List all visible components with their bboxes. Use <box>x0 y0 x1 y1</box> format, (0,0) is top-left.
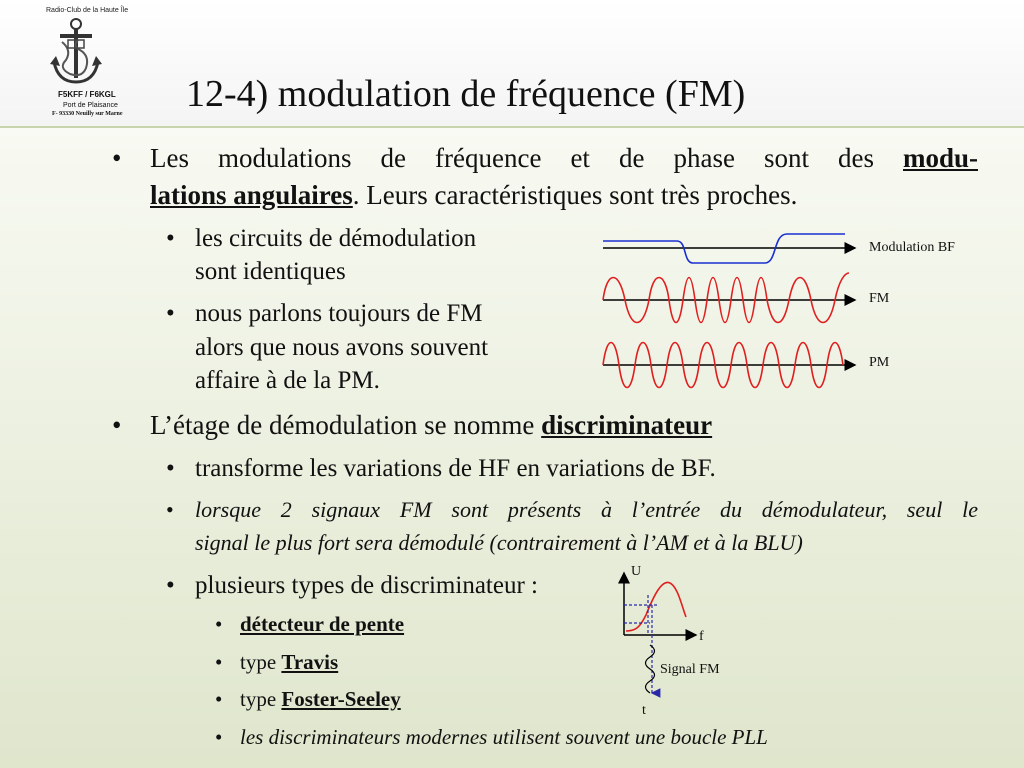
modulation-diagram <box>595 225 870 400</box>
sub1-line1: les circuits de démodulation <box>195 225 477 252</box>
bullet2-line <box>150 410 712 441</box>
subsub3-line <box>240 687 401 712</box>
subsub4-line: les discriminateurs modernes utilisent souvent une boucle PLL <box>240 725 768 749</box>
callsign: F5KFF / F6KGL <box>58 90 116 99</box>
sub5-line: plusieurs types de discriminateur : <box>195 572 538 599</box>
bullet1-bold-b: lations angulaires <box>150 180 353 210</box>
signal-fm-label: Signal FM <box>660 662 720 677</box>
axis-label-f: f <box>699 629 704 644</box>
bullet-dot: • <box>112 143 122 173</box>
bullet1-text-a: Les modulations de fréquence et de phase sont des <box>150 143 874 173</box>
fm-signal <box>603 273 849 323</box>
sub4-line2: signal le plus fort sera démodulé (contrairement à l’AM et à la BLU) <box>195 530 803 555</box>
bullet1-line1 <box>150 143 978 174</box>
subsub2-bold: Travis <box>281 650 339 674</box>
bullet1-line2 <box>150 180 797 211</box>
bullet1-bold-a: modu- <box>903 143 979 173</box>
sub2-line1: nous parlons toujours de FM <box>195 300 483 327</box>
subsub2-text: type <box>240 650 277 674</box>
bullet-dot: • <box>112 410 122 440</box>
axis-label-u: U <box>631 564 642 579</box>
bullet-dot: • <box>166 455 175 482</box>
bullet-dot: • <box>166 300 175 327</box>
bullet2-bold: discriminateur <box>541 410 713 440</box>
bullet2-text: L’étage de démodulation se nomme <box>150 410 535 440</box>
fm-input-signal <box>646 645 655 693</box>
axis-label-t: t <box>642 703 646 718</box>
sub1-line2: sont identiques <box>195 258 346 285</box>
bullet-dot: • <box>166 225 175 252</box>
subsub1-line <box>240 612 404 637</box>
sub4-line1: lorsque 2 signaux FM sont présents à l’entrée du démodulateur, seul le <box>195 497 978 522</box>
slope-detector-diagram <box>610 565 710 720</box>
subsub1-bold: détecteur de pente <box>240 612 405 636</box>
subsub2-line <box>240 650 338 675</box>
subsub3-bold: Foster-Seeley <box>281 687 401 711</box>
sub2-line2: alors que nous avons souvent <box>195 334 489 361</box>
bullet-dot: • <box>215 725 223 749</box>
sub2-line3: affaire à de la PM. <box>195 367 380 394</box>
bullet-dot: • <box>215 612 223 636</box>
header-divider <box>0 126 1024 128</box>
label-pm: PM <box>869 355 890 370</box>
subsub3-text: type <box>240 687 277 711</box>
bullet-dot: • <box>215 650 223 674</box>
bullet-dot: • <box>166 497 174 522</box>
club-name: Radio-Club de la Haute Île <box>46 7 129 14</box>
bullet1-text-b: . Leurs caractéristiques sont très proches. <box>352 180 798 210</box>
club-address: F- 93330 Neuilly sur Marne <box>52 111 123 117</box>
bullet-dot: • <box>215 687 223 711</box>
bullet-dot: • <box>166 572 175 599</box>
port-name: Port de Plaisance <box>63 102 118 109</box>
label-modulation-bf: Modulation BF <box>869 240 955 255</box>
anchor-logo-icon <box>48 16 104 88</box>
page-title: 12-4) modulation de fréquence (FM) <box>186 73 746 115</box>
label-fm: FM <box>869 291 890 306</box>
sub3-line: transforme les variations de HF en variations de BF. <box>195 455 716 482</box>
resonance-curve <box>626 582 686 631</box>
